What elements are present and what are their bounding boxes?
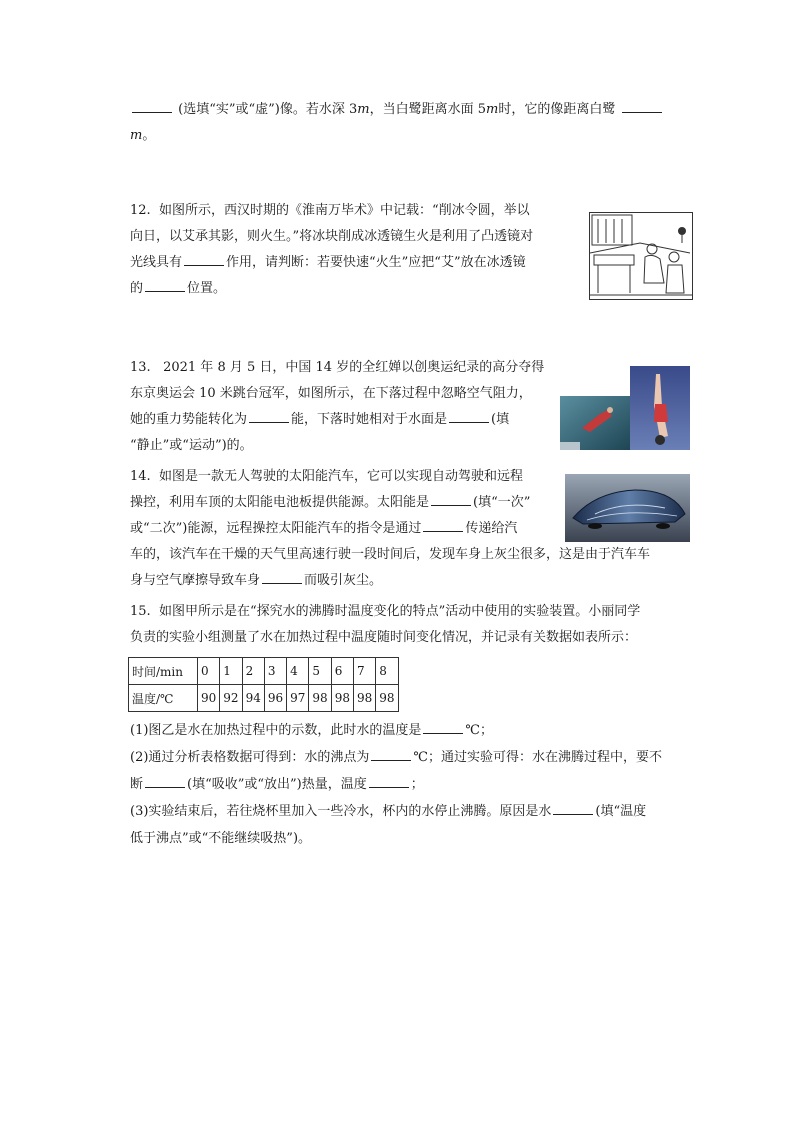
- part-2-cont: 断 (填“吸收”或“放出”)热量，温度 ；: [130, 771, 692, 798]
- question-number: 14.: [130, 469, 151, 484]
- ancient-scholar-ice-lens-illustration: [589, 212, 693, 300]
- answer-blank[interactable]: [145, 773, 185, 788]
- answer-blank[interactable]: [423, 719, 463, 734]
- table-row: 时间/min 0 1 2 3 4 5 6 7 8: [129, 658, 399, 685]
- q11-line2: m。: [130, 128, 156, 143]
- answer-blank[interactable]: [249, 408, 289, 423]
- part-3-cont: 低于沸点”或“不能继续吸热”)。: [130, 831, 312, 846]
- diver-photo: [560, 366, 690, 450]
- part-1: (1)图乙是水在加热过程中的示数，此时水的温度是 ℃；: [130, 717, 692, 744]
- question-number: 12.: [130, 203, 151, 218]
- temperature-time-table: [128, 657, 399, 712]
- answer-blank[interactable]: [262, 569, 302, 584]
- question-15: 15. 如图甲所示是在“探究水的沸腾时温度变化的特点”活动中使用的实验装置。小丽同学 负责的实验小组测量了水在加热过程中温度随时间变化情况，并记录有关数据如表所示：: [130, 604, 641, 645]
- question-12: 12. 如图所示，西汉时期的《淮南万毕术》中记载：“削冰令圆，举以 向日，以艾承其影，则火生。”将冰块削成冰透镜生火是利用了凸透镜对 光线具有 作用，请判断：若要快速“火生”应把“艾”放在冰透镜 的 位置。: [130, 203, 534, 296]
- answer-blank[interactable]: [553, 800, 593, 815]
- question-number: 13.: [130, 360, 151, 375]
- answer-blank[interactable]: [423, 517, 463, 532]
- row-label-time: 时间/min: [129, 658, 198, 685]
- answer-blank[interactable]: [449, 408, 489, 423]
- part-2: (2)通过分析表格数据可得到：水的沸点为 ℃；通过实验可得：水在沸腾过程中，要不: [130, 744, 692, 771]
- q11-line1: (选填“实”或“虚”)像。若水深 3m，当白鹭距离水面 5m时，它的像距离白鹭: [130, 97, 692, 123]
- answer-blank[interactable]: [622, 98, 662, 113]
- table-row: 温度/℃ 90 92 94 96 97 98 98 98 98: [129, 685, 399, 712]
- question-15-parts: [130, 717, 692, 852]
- answer-blank[interactable]: [145, 277, 185, 292]
- q11-tail: [130, 97, 692, 149]
- row-label-temperature: 温度/℃: [129, 685, 198, 712]
- answer-blank[interactable]: [431, 491, 471, 506]
- question-number: 15.: [130, 604, 151, 619]
- solar-car-photo: [565, 474, 690, 542]
- answer-blank[interactable]: [184, 251, 224, 266]
- question-14: 14. 如图是一款无人驾驶的太阳能汽车，它可以实现自动驾驶和远程 操控，利用车顶的太阳能电池板提供能源。太阳能是 (填“一次” 或“二次”)能源，远程操控太阳能汽车的指令是通过 传递给汽 车的，该汽车在干燥的天气里高速行驶一段时间后，发现车身上灰尘很多，这是由于汽车车 身与空气摩擦导致车身 而吸引灰尘。: [130, 469, 651, 588]
- answer-blank[interactable]: [371, 746, 411, 761]
- question-13: 13. 2021 年 8 月 5 日，中国 14 岁的全红婵以创奥运纪录的高分夺得 东京奥运会 10 米跳台冠军，如图所示，在下落过程中忽略空气阻力， 她的重力势能转化为 能，下落时她相对于水面是 (填 “静止”或“运动”)的。: [130, 360, 545, 453]
- part-3: (3)实验结束后，若往烧杯里加入一些冷水，杯内的水停止沸腾。原因是水 (填“温度: [130, 798, 692, 825]
- answer-blank[interactable]: [369, 773, 409, 788]
- answer-blank[interactable]: [132, 98, 172, 113]
